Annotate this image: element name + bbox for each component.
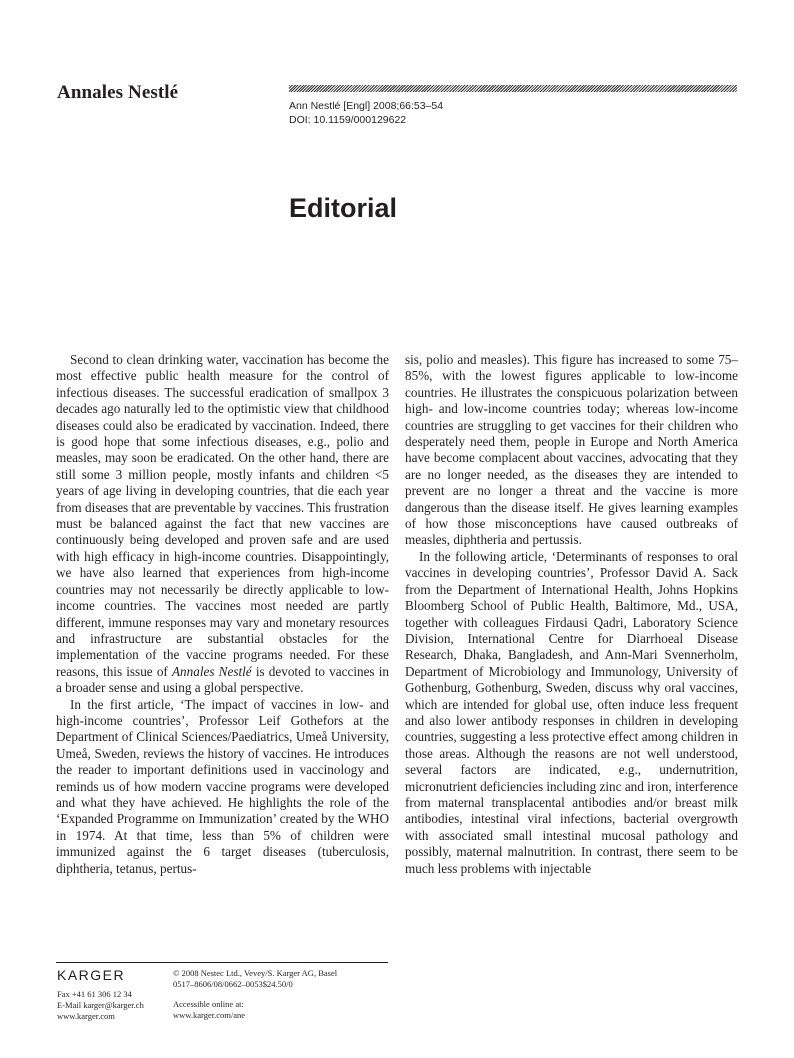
left-paragraph-1-text: Second to clean drinking water, vaccination has become the most effective public health measure for the control of infectious diseases. The successful eradication of smallpox 3 decades ago naturally led to the optimistic view that childhood diseases could also be eradicated by vaccination. Indeed, there is good hope that some infectious diseases, e.g., polio and measles, may soon be eradicated. On the other hand, there are still some 3 million people, mostly infants and children <5 years of age living in developing countries, that die each year from diseases that are preventable by vaccines. This frustration must be balanced against the fact that new vaccines are continuously being developed and proven safe and are used with high efficacy in high-income countries. Disappointingly, we have also learned that experiences from high-income countries may not necessarily be directly applicable to low-income countries. The vaccines most needed are partly different, immune responses may vary and monetary resources and infrastructure are substantial obstacles for the implementation of the vaccine programs needed. For these reasons, this issue of xyxy=(56,352,389,679)
website: www.karger.com xyxy=(57,1011,115,1021)
publisher-contact xyxy=(57,989,144,1022)
footer-rule xyxy=(56,962,388,963)
copyright-block xyxy=(173,968,337,990)
access-block xyxy=(173,999,245,1021)
journal-name: Annales Nestlé xyxy=(57,82,179,103)
copyright-line: © 2008 Nestec Ltd., Vevey/S. Karger AG, Basel xyxy=(173,968,338,978)
header-rule xyxy=(289,85,737,92)
left-paragraph-2: In the first article, ‘The impact of vaccines in low- and high-income countries’, Professor Leif Gothefors at the Department of Clinical Sciences/Paediatrics, Umeå University, Umeå, Sweden, reviews the history of vaccines. He introduces the reader to important definitions used in vaccinology and reminds us of how modern vaccine programs were developed and what they have achieved. He highlights the role of the ‘Expanded Programme on Immunization’ created by the WHO in 1974. At that time, less than 5% of children were immunized against the 6 target diseases (tuberculosis, diphtheria, tetanus, pertus- xyxy=(56,696,389,876)
fax: Fax +41 61 306 12 34 xyxy=(57,989,132,999)
access-url: www.karger.com/ane xyxy=(173,1010,245,1020)
left-paragraph-1 xyxy=(56,352,389,697)
left-column xyxy=(56,352,389,877)
doi-line: DOI: 10.1159/000129622 xyxy=(289,114,407,126)
right-paragraph-2: In the following article, ‘Determinants of responses to oral vaccines in developing countries’, Professor David A. Sack from the Department of International Health, Johns Hopkins Bloomberg School of Public Health, Baltimore, Md., USA, together with colleagues Firdausi Qadri, Laboratory Science Division, International Centre for Diarrhoeal Disease Research, Dhaka, Bangladesh, and Ann-Mari Svennerholm, Department of Microbiology and Immunology, University of Gothenburg, Gothenburg, Sweden, discuss why oral vaccines, which are intended for global use, often induce less frequent and also lower antibody responses in children in developing countries, suggesting a less protective effect among children in those areas. Although the reasons are not well understood, several factors are indicated, e.g., undernutrition, micronutrient deficiencies including zinc and iron, interference from maternal transplacental antibodies and/or breast milk antibodies, intestinal viral infections, bacterial overgrowth with associated small intestinal mucosal pathology and possibly, maternal malnutrition. In contrast, there seem to be much less problems with injectable xyxy=(405,548,738,876)
section-title: Editorial xyxy=(289,193,398,223)
access-label: Accessible online at: xyxy=(173,999,244,1009)
issn-line: 0517–8606/08/0662–0053$24.50/0 xyxy=(173,979,293,989)
right-paragraph-1: sis, polio and measles). This figure has increased to some 75–85%, with the lowest figures applicable to low-income countries. He illustrates the conspicuous polarization between high- and low-income countries today; whereas low-income countries are struggling to get vaccines for their children who desperately need them, people in Europe and North America have become complacent about vaccines, advocating that they are no longer needed, as the diseases they are intended to prevent are no longer a threat and the vaccine is more dangerous than the disease itself. He gives learning examples of how those misconceptions have caused outbreaks of measles, diphtheria and pertussis. xyxy=(405,352,738,548)
journal-italic: Annales Nestlé xyxy=(172,663,252,679)
citation-block xyxy=(289,99,443,127)
citation-line: Ann Nestlé [Engl] 2008;66:53–54 xyxy=(289,100,444,112)
email: E-Mail karger@karger.ch xyxy=(57,1000,144,1010)
publisher-logo: KARGER xyxy=(57,967,126,983)
left-paragraph-1-end: is devoted to vaccines in a broader sense and using a global perspective. xyxy=(56,663,390,696)
right-column xyxy=(405,352,738,877)
